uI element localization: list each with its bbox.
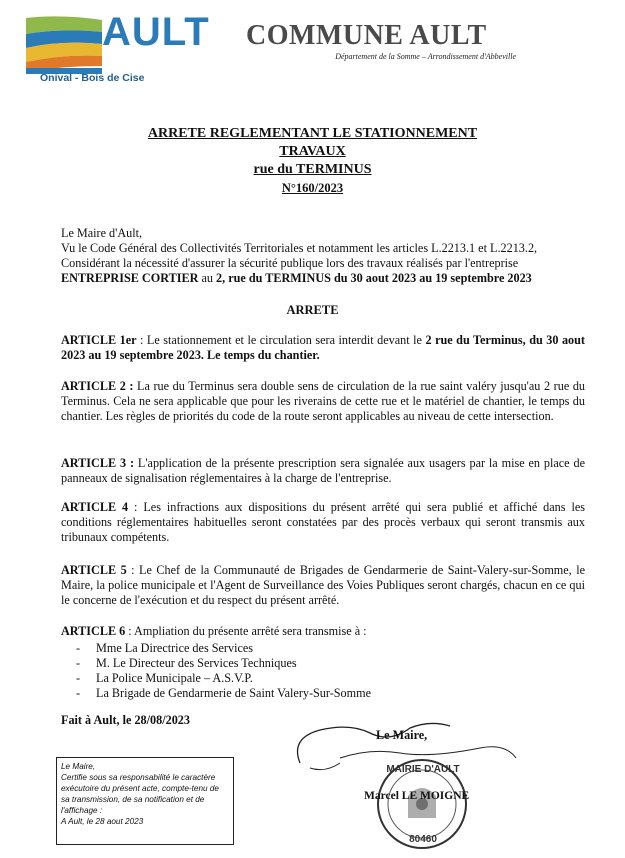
signing-place-date: Fait à Ault, le 28/08/2023 [61, 713, 190, 727]
decree-number: N°160/2023 [281, 181, 344, 195]
logo-text: AULT [102, 10, 210, 54]
article-5-text: : Le Chef de la Communauté de Brigades de Gendarmerie de Saint-Valery-sur-Somme, le Maire, la police municipale et l'Agent de Surveillance des Voies Publiques seront chargés, chacun en ce qui le concerne de l'exécution et du respect du présent arrêté. [61, 563, 586, 607]
article-5-label: ARTICLE 5 [61, 563, 127, 577]
article-6-label: ARTICLE 6 [61, 624, 126, 638]
list-item: - La Brigade de Gendarmerie de Saint Valery-Sur-Somme [76, 686, 372, 700]
recipient-3: La Police Municipale – A.S.V.P. [96, 671, 253, 685]
article-5 [61, 563, 585, 608]
article-4 [61, 500, 585, 545]
cert-line3: A Ault, le 28 aout 2023 [61, 817, 144, 826]
recipient-2: M. Le Directeur des Services Techniques [96, 656, 297, 670]
cert-line2: Certifie sous sa responsabilité le caractère exécutoire du présent acte, compte-tenu de sa transmission, de sa notification et de l'affichage : [61, 773, 219, 815]
ault-logo [22, 10, 210, 88]
seal-top-text: MAIRIE D'AULT [386, 764, 460, 775]
company-name: ENTREPRISE CORTIER [61, 271, 199, 285]
article-4-label: ARTICLE 4 [61, 500, 129, 514]
intro-block [61, 226, 585, 286]
article-2-label: ARTICLE 2 : [61, 379, 134, 393]
arrete-heading: ARRETE [286, 303, 339, 317]
decree-title-line1: ARRETE REGLEMENTANT LE STATIONNEMENT [147, 126, 478, 141]
decree-title-line2: TRAVAUX [279, 144, 346, 159]
article-1 [61, 333, 585, 363]
mayor-label: Le Maire, [376, 728, 428, 742]
article-1-bold: 2 rue du Terminus, du 30 aout 2023 au 19 septembre 2023. Le temps du chantier. [61, 333, 585, 362]
mayor-name: Marcel LE MOIGNE [364, 790, 470, 802]
recipient-list [76, 641, 585, 701]
seal-bottom-text: 80460 [409, 834, 437, 845]
list-item: - M. Le Directeur des Services Techniques [76, 656, 297, 670]
list-item: - La Police Municipale – A.S.V.P. [76, 671, 253, 685]
article-3-label: ARTICLE 3 : [61, 456, 135, 470]
article-1-text: : Le stationnement et le circulation sera interdit devant le [136, 333, 426, 347]
article-2-text: La rue du Terminus sera double sens de circulation de la rue saint valéry jusqu'au 2 rue du Terminus. Cela ne sera applicable que pour les riverains de cette rue et le matériel de chantier, le temps du chantier. Les règles de priorités du code de la route seront applicables au niveau de cette intersection. [61, 379, 586, 423]
work-location-dates: 2, rue du TERMINUS du 30 aout 2023 au 19 septembre 2023 [216, 271, 532, 285]
cert-line1: Le Maire, [61, 762, 96, 771]
recipient-1: Mme La Directrice des Services [96, 641, 254, 655]
intro-line2: Vu le Code Général des Collectivités Territoriales et notamment les articles L.2213.1 et L.2213.2, [61, 241, 538, 255]
article-3 [61, 456, 585, 486]
article-4-text: : Les infractions aux dispositions du présent arrêté qui sera publié et affiché dans les conditions réglementaires habituelles seront constatées par des procès verbaux qui seront transmis aux tribunaux compétents. [61, 500, 585, 544]
decree-title-line3: rue du TERMINUS [253, 162, 372, 177]
article-1-label: ARTICLE 1er [61, 333, 137, 347]
article-6 [61, 624, 585, 701]
recipient-4: La Brigade de Gendarmerie de Saint Valery-Sur-Somme [96, 686, 372, 700]
article-6-text: : Ampliation du présente arrêté sera transmise à : [125, 624, 367, 638]
intro-line4 [61, 271, 585, 286]
certification-box [56, 757, 234, 845]
list-item: - Mme La Directrice des Services [76, 641, 254, 655]
article-3-text: L'application de la présente prescription sera signalée aux usagers par la mise en place de panneaux de signalisation réglementaires à la charge de l'entreprise. [61, 456, 585, 485]
intro-line3: Considérant la nécessité d'assurer la sécurité publique lors des travaux réalisés par l'entreprise [61, 256, 519, 270]
intro-line4-mid: au [198, 271, 216, 285]
article-2 [61, 379, 585, 424]
logo-subtitle: Onival - Bois de Cise [40, 72, 145, 84]
commune-title: COMMUNE AULT [246, 20, 487, 51]
commune-subtitle: Département de la Somme – Arrondissement d'Abbeville [335, 52, 516, 61]
intro-line1: Le Maire d'Ault, [61, 226, 143, 240]
